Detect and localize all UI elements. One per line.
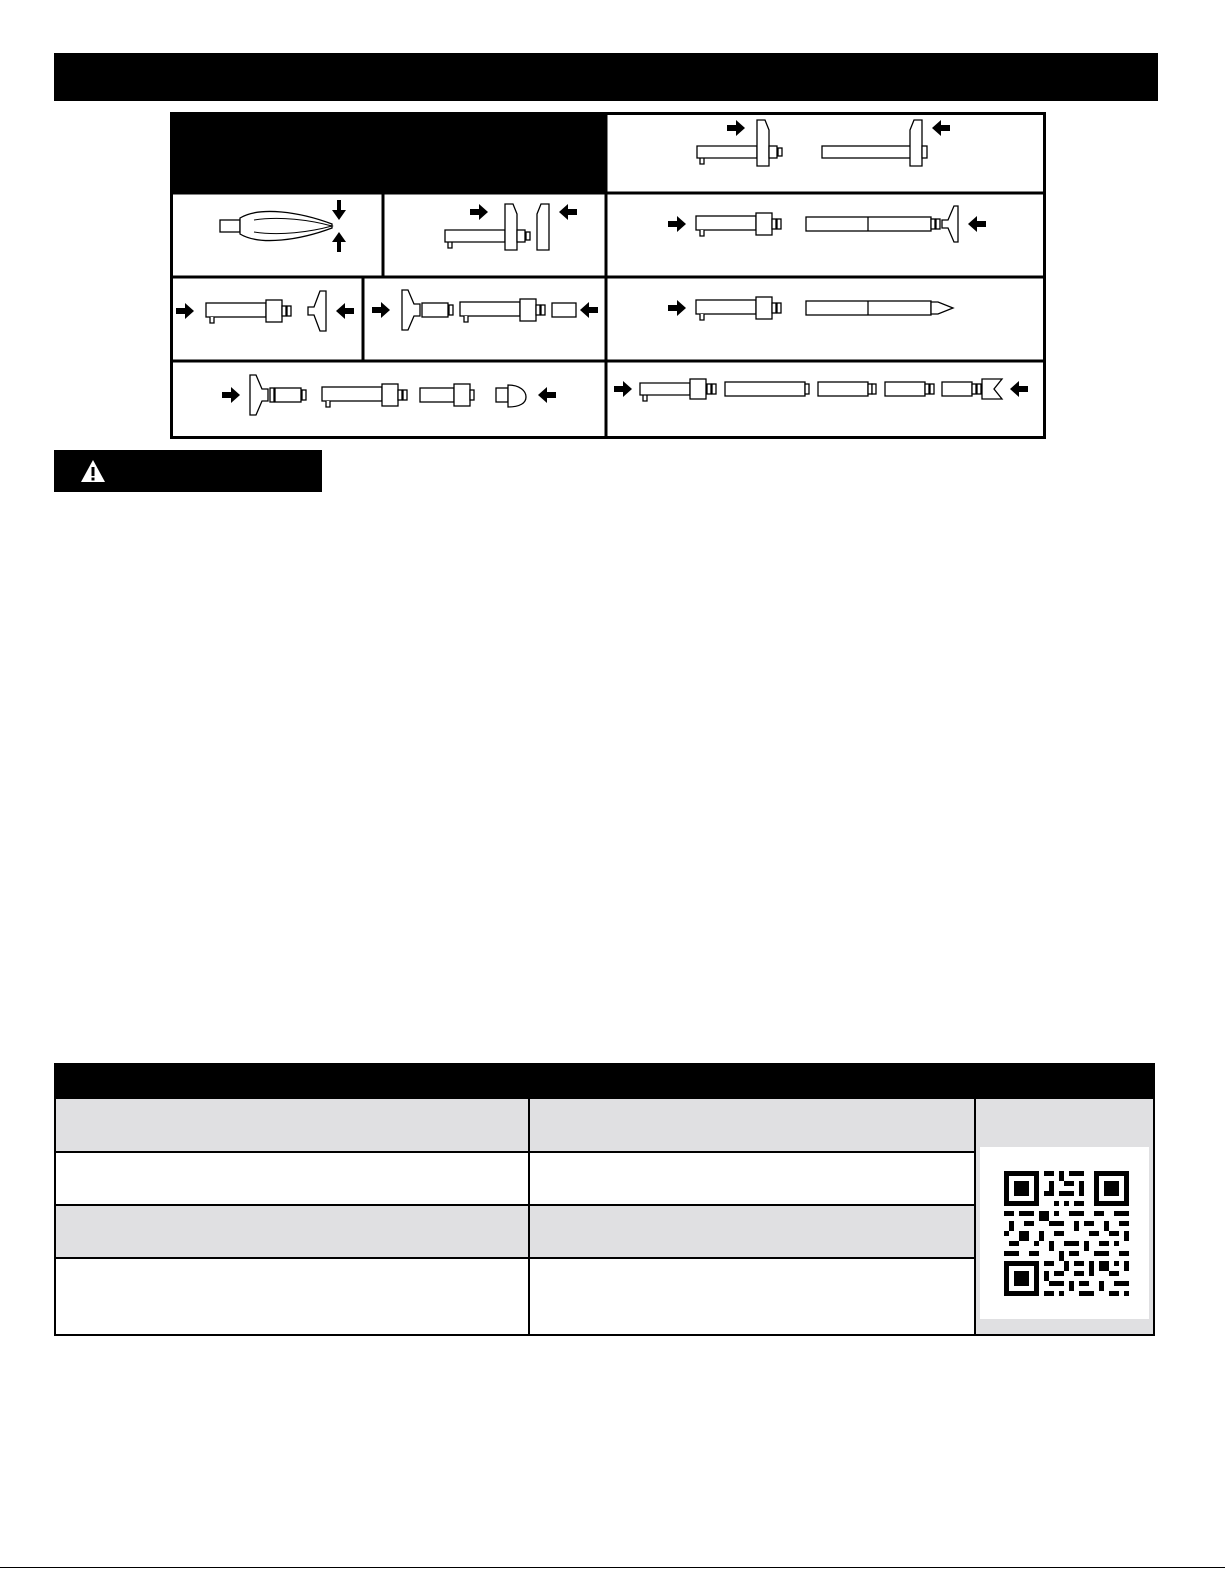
warning-triangle-icon <box>80 458 106 484</box>
cone-pusher-diagram-icon <box>668 206 986 242</box>
qr-code-icon[interactable] <box>1004 1171 1129 1296</box>
table-row-4-col-1 <box>56 1259 530 1336</box>
attachment-diagram-panel <box>170 112 1046 439</box>
footer-rule <box>0 1567 1225 1568</box>
info-table-header <box>56 1065 1153 1099</box>
table-row-3-col-2 <box>530 1206 976 1259</box>
table-row-1-col-1 <box>56 1099 530 1153</box>
flat-jaw-diagram-icon <box>445 204 577 250</box>
table-row-1-col-2 <box>530 1099 976 1153</box>
section-header-bar <box>54 53 1158 101</box>
diagram-header-cell <box>170 112 606 193</box>
cone-adapter-diagram-icon <box>372 290 598 330</box>
warning-label-bar <box>54 450 322 492</box>
vee-block-diagram-icon <box>614 379 1028 401</box>
table-row-3-col-1 <box>56 1206 530 1259</box>
dome-pusher-diagram-icon <box>222 375 556 415</box>
tapered-tip-diagram-icon <box>220 200 346 252</box>
table-row-2-col-1 <box>56 1153 530 1206</box>
cone-pusher-short-diagram-icon <box>176 291 354 331</box>
pointed-extension-diagram-icon <box>668 297 953 320</box>
table-row-2-col-2 <box>530 1153 976 1206</box>
cup-chisel-diagram-icon <box>697 120 950 166</box>
info-table <box>54 1063 1155 1336</box>
table-row-4-col-2 <box>530 1259 976 1336</box>
qr-code-panel <box>976 1099 1153 1334</box>
